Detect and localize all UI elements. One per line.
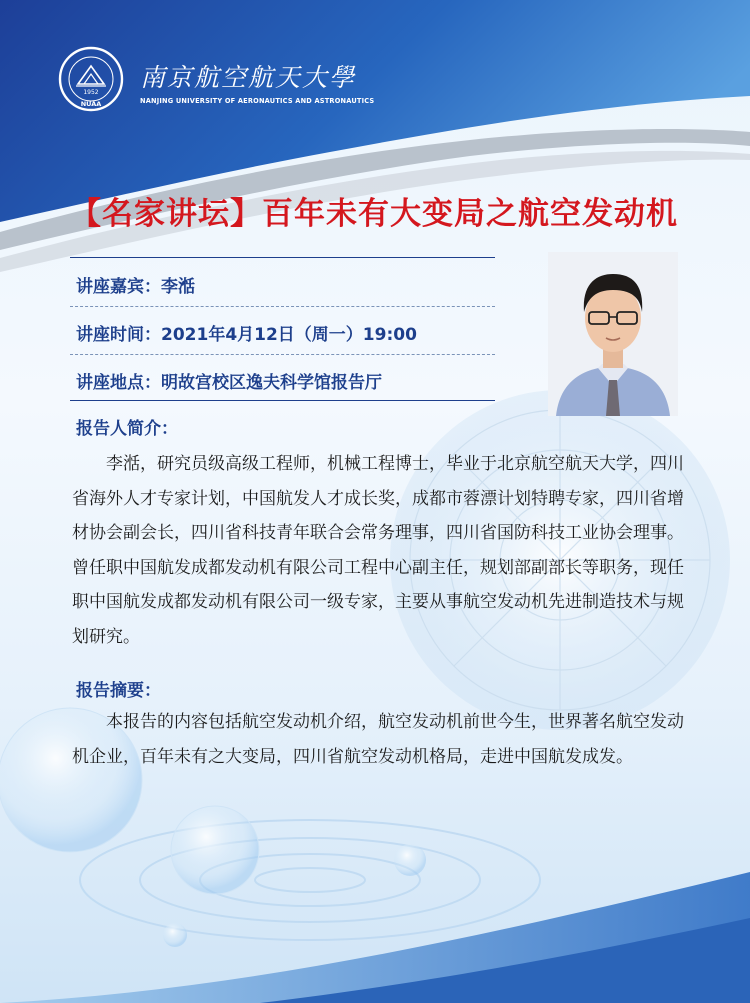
info-divider	[70, 306, 495, 307]
university-name-en: NANJING UNIVERSITY OF AERONAUTICS AND ASTRONAUTICS	[140, 97, 375, 105]
university-name-cn: 南京航空航天大學	[140, 63, 357, 92]
abstract-heading: 报告摘要：	[76, 681, 161, 701]
time-line: 讲座时间：2021年4月12日（周一）19:00	[76, 325, 417, 345]
university-seal-logo	[58, 46, 124, 112]
poster-title: 【名家讲坛】百年未有大变局之航空发动机	[70, 196, 678, 232]
info-divider	[70, 354, 495, 355]
seal-abbr: NUAA	[80, 100, 102, 108]
info-divider-top	[70, 257, 495, 258]
info-divider-bottom	[70, 400, 495, 401]
speaker-photo	[548, 252, 678, 416]
venue-line: 讲座地点：明故宫校区逸夫科学馆报告厅	[76, 373, 382, 393]
abstract-text: 本报告的内容包括航空发动机介绍，航空发动机前世今生，世界著名航空发动机企业，百年未有之大变局，四川省航空发动机格局，走进中国航发成发。	[72, 712, 684, 767]
speaker-line: 讲座嘉宾：李湉	[76, 277, 195, 297]
seal-year: 1952	[83, 89, 99, 96]
bio-heading: 报告人简介：	[76, 419, 178, 439]
university-name	[140, 58, 374, 105]
bio-text: 李湉，研究员级高级工程师，机械工程博士，毕业于北京航空航天大学，四川省海外人才专家计划，中国航发人才成长奖，成都市蓉漂计划特聘专家，四川省增材协会副会长，四川省科技青年联合会常务理事，四川省国防科技工业协会理事。曾任职中国航发成都发动机有限公司工程中心副主任，规划部副部长等职务，现任职中国航发成都发动机有限公司一级专家，主要从事航空发动机先进制造技术与规划研究。	[72, 454, 684, 647]
